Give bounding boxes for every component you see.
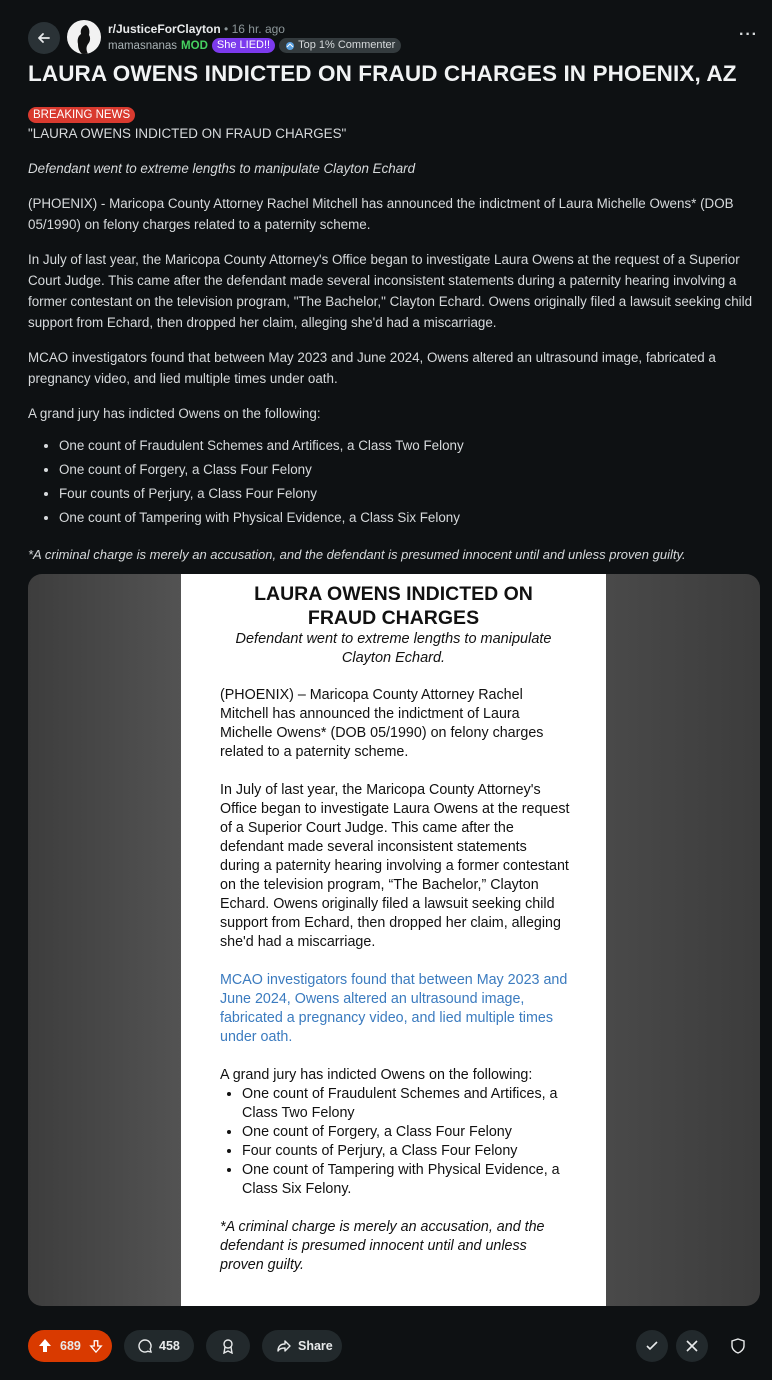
vote-control	[28, 1330, 112, 1362]
list-item: • Four counts of Perjury, a Class Four Felony	[59, 482, 758, 506]
doc-body	[220, 686, 570, 1294]
action-bar	[28, 1330, 760, 1364]
list-item: • One count of Tampering with Physical Evidence, a Class Six Felony.	[242, 1161, 570, 1199]
comment-count: 458	[159, 1339, 180, 1353]
subreddit-avatar[interactable]	[67, 20, 101, 54]
post-time: 16 hr. ago	[231, 22, 285, 36]
remove-button[interactable]	[676, 1330, 708, 1362]
list-item: • One count of Fraudulent Schemes and Artifices, a Class Two Felony	[59, 434, 758, 458]
list-item: • Four counts of Perjury, a Class Four Felony	[242, 1142, 570, 1161]
author-row	[108, 38, 401, 53]
post-image[interactable]	[28, 574, 760, 1306]
post-body	[28, 106, 758, 579]
breaking-news-badge: BREAKING NEWS	[28, 107, 135, 123]
paragraph-4: A grand jury has indicted Owens on the following:	[28, 406, 321, 421]
list-item: • One count of Forgery, a Class Four Felony	[242, 1123, 570, 1142]
author-username[interactable]: mamasnanas	[108, 39, 178, 52]
comment-icon	[137, 1338, 153, 1354]
mod-shield-button[interactable]	[722, 1330, 754, 1362]
achievement-icon	[285, 41, 295, 51]
subhead: Defendant went to extreme lengths to manipulate Clayton Echard	[28, 161, 416, 176]
list-item: • One count of Fraudulent Schemes and Artifices, a Class Two Felony	[242, 1085, 570, 1123]
list-item: • One count of Tampering with Physical Evidence, a Class Six Felony	[59, 506, 758, 530]
disclaimer: *A criminal charge is merely an accusation, and the defendant is presumed innocent until and unless proven guilty.	[28, 547, 686, 562]
post-header	[0, 0, 772, 60]
award-icon	[220, 1338, 236, 1354]
achievement-flair	[279, 38, 401, 53]
doc-paragraph-2: In July of last year, the Maricopa County Attorney's Office began to investigate Laura Owens at the request of a Superior Court Judge. This came after the defendant made several inconsistent statements during a paternity hearing involving a former contestant on the television program, “The Bachelor,” Clayton Echard. Owens originally filed a lawsuit seeking child support from Echard, then dropped her claim, alleging she'd had a miscarriage.	[220, 782, 570, 950]
share-label: Share	[298, 1339, 333, 1353]
post-meta	[108, 21, 285, 37]
comments-button[interactable]	[124, 1330, 194, 1362]
downvote-icon[interactable]	[89, 1339, 103, 1353]
vote-count: 689	[60, 1339, 81, 1353]
doc-charges-list	[220, 1085, 570, 1199]
doc-paragraph-1: (PHOENIX) – Maricopa County Attorney Rachel Mitchell has announced the indictment of Laura Michelle Owens* (DOB 05/1990) on felony charges related to a paternity scheme.	[220, 687, 544, 760]
silhouette-icon	[67, 20, 101, 54]
list-item: • One count of Forgery, a Class Four Felony	[59, 458, 758, 482]
press-release-document	[181, 574, 606, 1306]
mod-label: MOD	[181, 39, 208, 52]
user-flair: She LIED!!	[212, 38, 275, 53]
paragraph-3: MCAO investigators found that between May 2023 and June 2024, Owens altered an ultrasound image, fabricated a pregnancy video, and lied multiple times under oath.	[28, 350, 716, 386]
paragraph-1: (PHOENIX) - Maricopa County Attorney Rachel Mitchell has announced the indictment of Laura Michelle Owens* (DOB 05/1990) on felony charges related to a paternity scheme.	[28, 196, 734, 232]
upvote-icon[interactable]	[37, 1338, 53, 1354]
share-button[interactable]	[262, 1330, 342, 1362]
doc-disclaimer: *A criminal charge is merely an accusation, and the defendant is presumed innocent until and unless proven guilty.	[220, 1219, 545, 1273]
checkmark-icon	[644, 1338, 660, 1354]
award-button[interactable]	[206, 1330, 250, 1362]
doc-paragraph-3: MCAO investigators found that between May 2023 and June 2024, Owens altered an ultrasound image, fabricated a pregnancy video, and lied multiple times under oath.	[220, 972, 568, 1045]
back-button[interactable]	[28, 22, 60, 54]
achievement-flair-label: Top 1% Commenter	[298, 39, 396, 51]
charges-list	[28, 434, 758, 530]
close-icon	[684, 1338, 700, 1354]
doc-subtitle: Defendant went to extreme lengths to manipulate Clayton Echard.	[235, 631, 552, 666]
shield-icon	[730, 1338, 746, 1354]
meta-separator: •	[224, 22, 229, 36]
post-title: LAURA OWENS INDICTED ON FRAUD CHARGES IN PHOENIX, AZ	[28, 61, 737, 86]
doc-title: LAURA OWENS INDICTED ON FRAUD CHARGES	[254, 583, 533, 629]
quote-headline: "LAURA OWENS INDICTED ON FRAUD CHARGES"	[28, 126, 347, 141]
paragraph-2: In July of last year, the Maricopa County Attorney's Office began to investigate Laura Owens at the request of a Superior Court Judge. This came after the defendant made several inconsistent statements during a paternity hearing involving a former contestant on the television program, "The Bachelor," Clayton Echard. Owens originally filed a lawsuit seeking child support from Echard, then dropped her claim, alleging she'd had a miscarriage.	[28, 252, 753, 330]
arrow-left-icon	[36, 30, 52, 46]
subreddit-name[interactable]: r/JusticeForClayton	[108, 22, 221, 36]
share-icon	[276, 1338, 292, 1354]
more-options-button[interactable]: ···	[739, 26, 758, 43]
approve-button[interactable]	[636, 1330, 668, 1362]
doc-paragraph-4: A grand jury has indicted Owens on the following:	[220, 1067, 533, 1083]
